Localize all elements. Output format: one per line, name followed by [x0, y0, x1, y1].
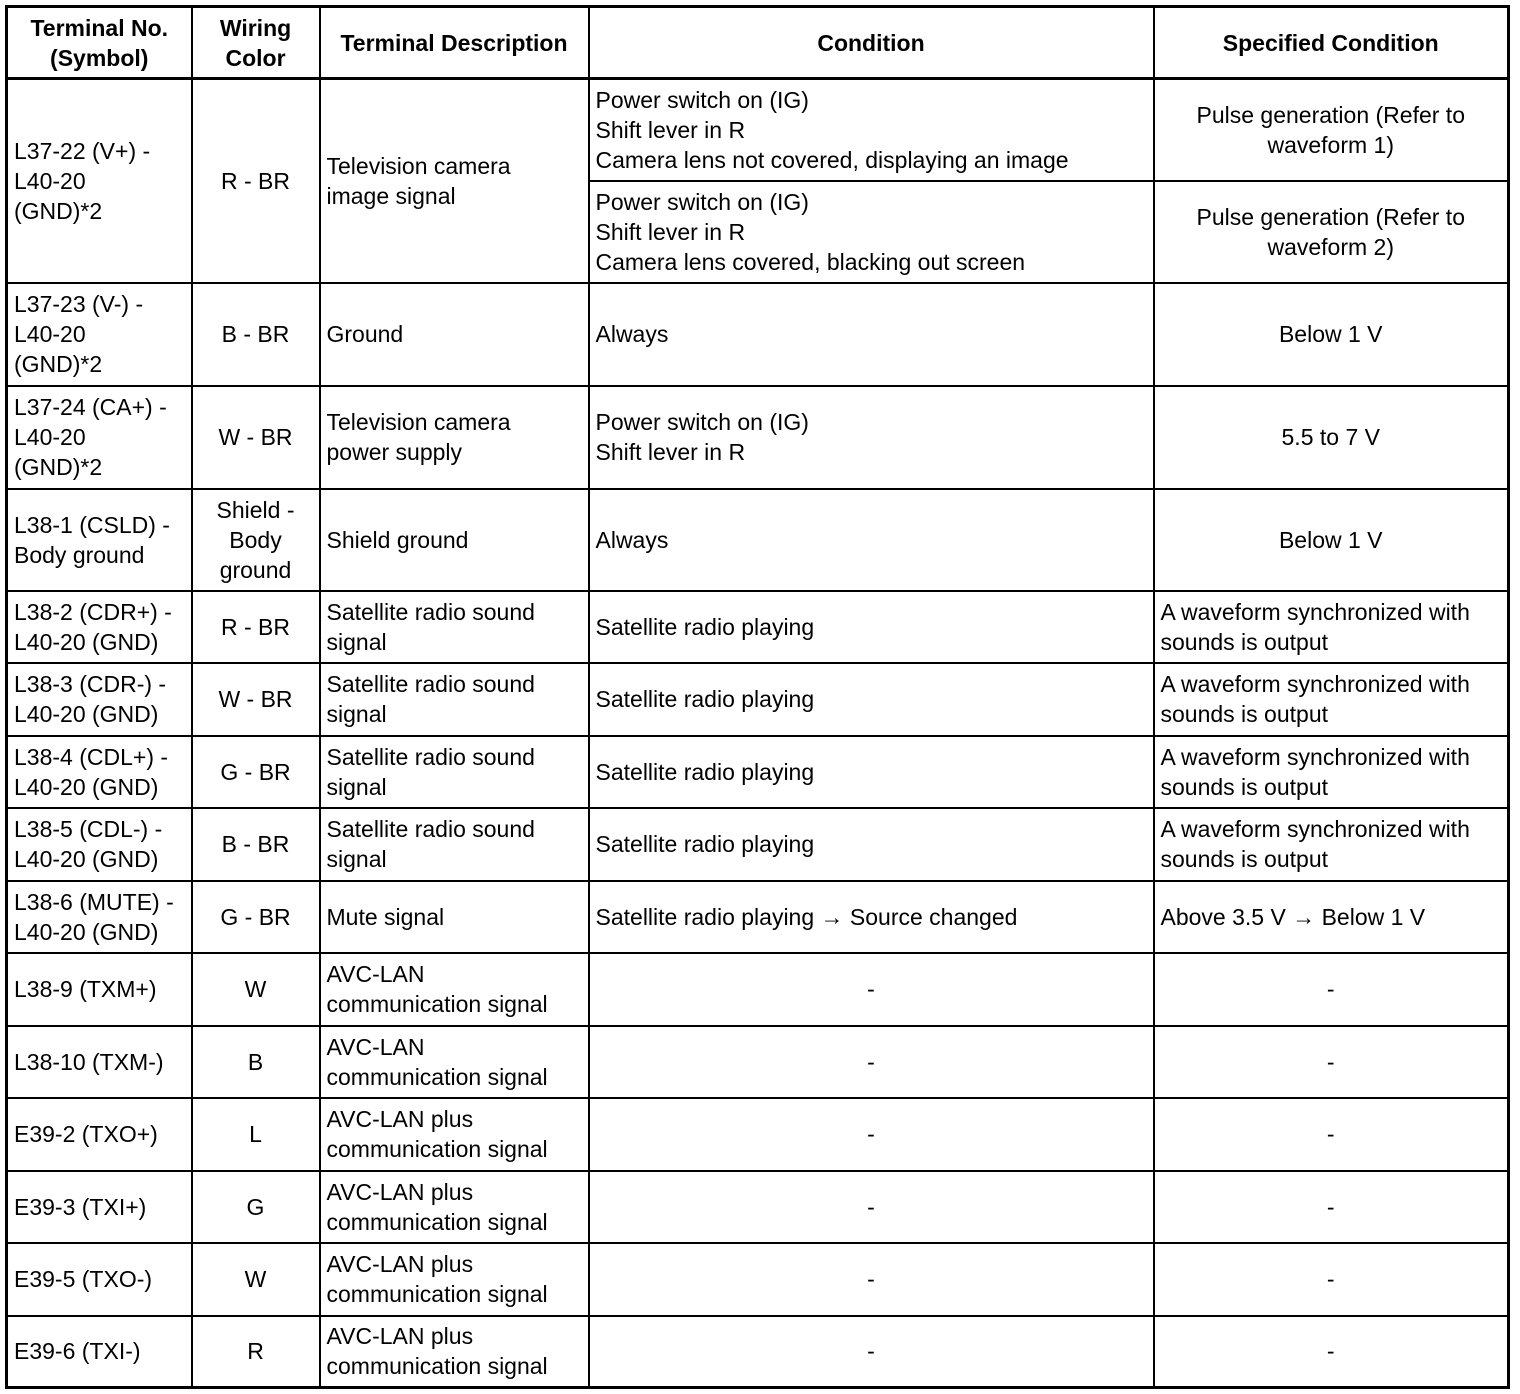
- table-row: [7, 489, 1509, 591]
- header-terminal-description: Terminal Description: [320, 7, 589, 79]
- table-row: [7, 386, 1509, 489]
- wiring-cell: B - BR: [192, 808, 320, 881]
- terminal-cell: L37-22 (V+) - L40-20 (GND)*2: [7, 79, 192, 283]
- description-cell: AVC-LAN plus communication signal: [320, 1316, 589, 1388]
- terminal-cell: L38-6 (MUTE) - L40-20 (GND): [7, 881, 192, 953]
- specified-cell: -: [1154, 1098, 1509, 1171]
- terminal-cell: E39-5 (TXO-): [7, 1243, 192, 1316]
- specified-cell: A waveform synchronized with sounds is output: [1154, 591, 1509, 663]
- table-row: [7, 283, 1509, 386]
- description-cell: AVC-LAN communication signal: [320, 953, 589, 1026]
- header-wiring-color: Wiring Color: [192, 7, 320, 79]
- specified-cell: Pulse generation (Refer to waveform 1): [1154, 79, 1509, 181]
- wiring-cell: R - BR: [192, 79, 320, 283]
- specified-cell: Below 1 V: [1154, 489, 1509, 591]
- description-cell: Television camera power supply: [320, 386, 589, 489]
- condition-cell: Satellite radio playing → Source changed: [589, 881, 1154, 953]
- description-cell: Ground: [320, 283, 589, 386]
- terminal-cell: E39-2 (TXO+): [7, 1098, 192, 1171]
- condition-cell: -: [589, 1316, 1154, 1388]
- table-row: [7, 663, 1509, 736]
- condition-cell: Satellite radio playing: [589, 736, 1154, 808]
- table-row: [7, 736, 1509, 808]
- terminal-table: [5, 5, 1510, 1389]
- terminal-cell: L38-1 (CSLD) - Body ground: [7, 489, 192, 591]
- description-cell: AVC-LAN plus communication signal: [320, 1243, 589, 1316]
- condition-cell: Power switch on (IG) Shift lever in R: [589, 386, 1154, 489]
- table-row: [7, 1026, 1509, 1098]
- wiring-cell: R - BR: [192, 591, 320, 663]
- table-row: [7, 808, 1509, 881]
- header-row: [7, 7, 1509, 79]
- wiring-cell: W: [192, 1243, 320, 1316]
- specified-cell: -: [1154, 1171, 1509, 1243]
- terminal-cell: L38-5 (CDL-) - L40-20 (GND): [7, 808, 192, 881]
- description-cell: Satellite radio sound signal: [320, 736, 589, 808]
- table-row: [7, 1171, 1509, 1243]
- terminal-cell: E39-3 (TXI+): [7, 1171, 192, 1243]
- condition-cell: -: [589, 1171, 1154, 1243]
- specified-cell: -: [1154, 1316, 1509, 1388]
- table-row: [7, 79, 1509, 181]
- description-cell: Mute signal: [320, 881, 589, 953]
- condition-cell: -: [589, 1026, 1154, 1098]
- condition-cell: Satellite radio playing: [589, 808, 1154, 881]
- condition-cell: Always: [589, 283, 1154, 386]
- wiring-cell: W: [192, 953, 320, 1026]
- terminal-cell: L38-2 (CDR+) - L40-20 (GND): [7, 591, 192, 663]
- terminal-cell: L38-9 (TXM+): [7, 953, 192, 1026]
- header-specified-condition: Specified Condition: [1154, 7, 1509, 79]
- condition-cell: Power switch on (IG) Shift lever in R Camera lens not covered, displaying an image: [589, 79, 1154, 181]
- specified-cell: A waveform synchronized with sounds is output: [1154, 736, 1509, 808]
- wiring-cell: Shield - Body ground: [192, 489, 320, 591]
- terminal-cell: L38-3 (CDR-) - L40-20 (GND): [7, 663, 192, 736]
- wiring-cell: W - BR: [192, 663, 320, 736]
- header-terminal: Terminal No. (Symbol): [7, 7, 192, 79]
- table-row: [7, 881, 1509, 953]
- terminal-cell: L38-4 (CDL+) - L40-20 (GND): [7, 736, 192, 808]
- specified-cell: Above 3.5 V → Below 1 V: [1154, 881, 1509, 953]
- condition-cell: Satellite radio playing: [589, 663, 1154, 736]
- condition-cell: Always: [589, 489, 1154, 591]
- table-row: [7, 591, 1509, 663]
- specified-cell: A waveform synchronized with sounds is output: [1154, 663, 1509, 736]
- condition-cell: -: [589, 953, 1154, 1026]
- description-cell: AVC-LAN communication signal: [320, 1026, 589, 1098]
- header-condition: Condition: [589, 7, 1154, 79]
- wiring-cell: G - BR: [192, 736, 320, 808]
- condition-cell: -: [589, 1098, 1154, 1171]
- table-row: [7, 1243, 1509, 1316]
- specified-cell: -: [1154, 953, 1509, 1026]
- description-cell: Satellite radio sound signal: [320, 808, 589, 881]
- specified-cell: -: [1154, 1243, 1509, 1316]
- description-cell: AVC-LAN plus communication signal: [320, 1098, 589, 1171]
- wiring-cell: W - BR: [192, 386, 320, 489]
- condition-cell: Power switch on (IG) Shift lever in R Camera lens covered, blacking out screen: [589, 181, 1154, 283]
- wiring-cell: L: [192, 1098, 320, 1171]
- description-cell: Shield ground: [320, 489, 589, 591]
- wiring-cell: G - BR: [192, 881, 320, 953]
- table-row: [7, 1316, 1509, 1388]
- condition-cell: -: [589, 1243, 1154, 1316]
- description-cell: Satellite radio sound signal: [320, 663, 589, 736]
- specified-cell: -: [1154, 1026, 1509, 1098]
- wiring-cell: R: [192, 1316, 320, 1388]
- terminal-cell: E39-6 (TXI-): [7, 1316, 192, 1388]
- condition-cell: Satellite radio playing: [589, 591, 1154, 663]
- wiring-cell: G: [192, 1171, 320, 1243]
- terminal-cell: L38-10 (TXM-): [7, 1026, 192, 1098]
- wiring-cell: B: [192, 1026, 320, 1098]
- table-row: [7, 953, 1509, 1026]
- terminal-cell: L37-24 (CA+) - L40-20 (GND)*2: [7, 386, 192, 489]
- specified-cell: Pulse generation (Refer to waveform 2): [1154, 181, 1509, 283]
- description-cell: Television camera image signal: [320, 79, 589, 283]
- terminal-cell: L37-23 (V-) - L40-20 (GND)*2: [7, 283, 192, 386]
- specified-cell: 5.5 to 7 V: [1154, 386, 1509, 489]
- description-cell: AVC-LAN plus communication signal: [320, 1171, 589, 1243]
- wiring-cell: B - BR: [192, 283, 320, 386]
- description-cell: Satellite radio sound signal: [320, 591, 589, 663]
- table-row: [7, 1098, 1509, 1171]
- specified-cell: A waveform synchronized with sounds is output: [1154, 808, 1509, 881]
- specified-cell: Below 1 V: [1154, 283, 1509, 386]
